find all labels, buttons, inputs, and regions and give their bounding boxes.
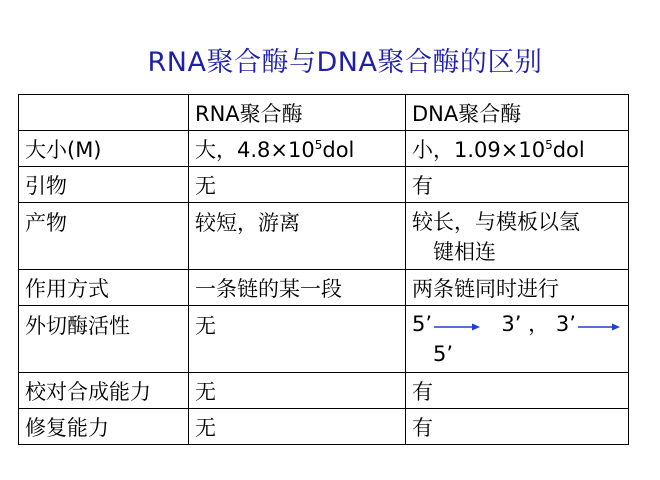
rna-repair-cell: 无 [189,409,406,445]
exo-label-3prime: 3’ [501,312,522,336]
arrow-right-icon [434,322,480,332]
dna-repair-cell: 有 [406,409,629,445]
table-row-size [19,131,629,167]
row-label: 作用方式 [19,270,189,306]
dna-primer-cell: 有 [406,167,629,203]
page-title: RNA聚合酶与DNA聚合酶的区别 [147,47,543,78]
row-label: 引物 [19,167,189,203]
dna-product-cell [406,203,629,270]
exo-label-3prime-second: 3’ [555,312,576,336]
table-row-primer [19,167,629,203]
rna-size-cell [189,131,406,167]
row-label: 外切酶活性 [19,306,189,373]
exo-label-5prime-start: 5’ [412,312,433,336]
row-label: 产物 [19,203,189,270]
rna-primer-cell: 无 [189,167,406,203]
row-label: 大小(M) [19,131,189,167]
exo-separator: ， [528,312,550,336]
rna-proofreading-cell: 无 [189,373,406,409]
dna-size-unit: dol [552,137,585,162]
rna-mode-cell: 一条链的某一段 [189,270,406,306]
exo-label-5prime-end: 5’ [433,342,454,366]
rna-size-unit: dol [322,137,355,162]
dna-product-line2: 键相连 [433,240,496,264]
header-cell-rna: RNA聚合酶 [189,95,406,131]
row-label: 修复能力 [19,409,189,445]
table-row-mode [19,270,629,306]
dna-product-line1: 较长，与模板以氢 [412,210,580,234]
dna-size-cell [406,131,629,167]
dna-proofreading-cell: 有 [406,373,629,409]
rna-exo-cell: 无 [189,306,406,373]
rna-size-exponent: 5 [314,137,323,152]
table-row-product [19,203,629,270]
exo-direction-line [412,309,622,339]
table-row-proofreading [19,373,629,409]
rna-size-value: 大，4.8×10 [195,137,315,162]
arrow-right-icon [578,322,620,332]
dna-size-exponent: 5 [545,137,553,152]
header-cell-dna: DNA聚合酶 [406,95,629,131]
comparison-table [18,94,629,445]
table-row-exonuclease [19,306,629,373]
rna-product-cell: 较短，游离 [189,203,406,270]
table-header-row [19,95,629,131]
dna-mode-cell: 两条链同时进行 [406,270,629,306]
dna-size-value: 小，1.09×10 [412,137,546,162]
row-label: 校对合成能力 [19,373,189,409]
header-cell-empty [19,95,189,131]
table-row-repair [19,409,629,445]
dna-exo-cell [406,306,629,373]
